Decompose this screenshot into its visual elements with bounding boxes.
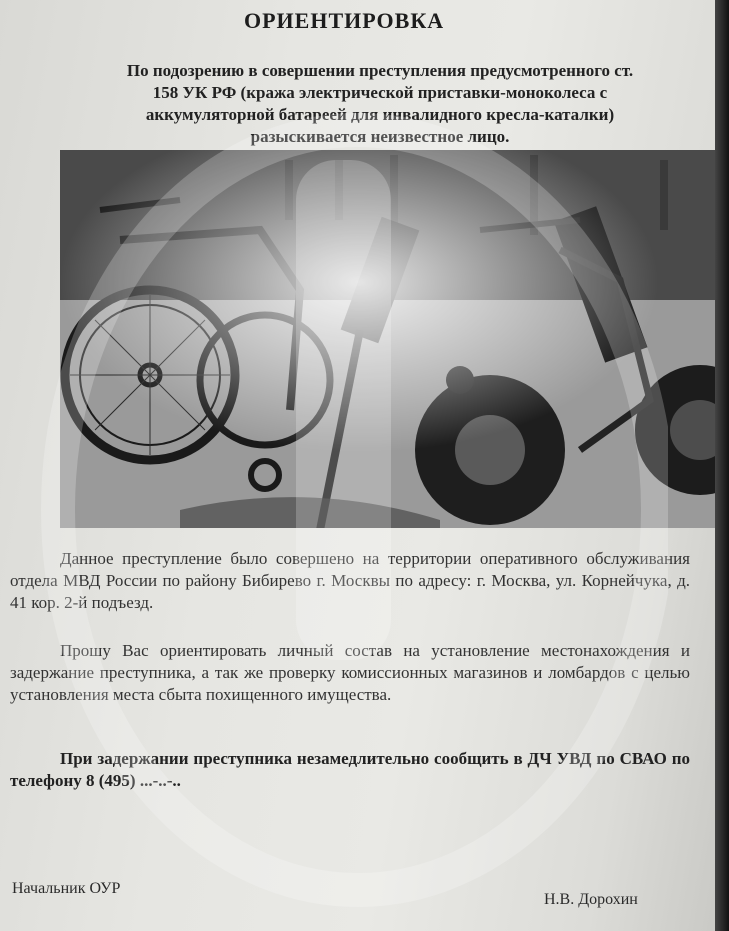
subtitle-line: аккумуляторной батареей для инвалидного кресла-каталки) [145,105,615,124]
paragraph-text: Данное преступление было совершено на территории оперативного обслуживания отдела МВД России по району Бибирево г. Москвы по адресу: г. Москва, ул. Корнейчука, д. 41 кор. 2-й подъезд. [10,549,690,612]
subtitle-line: 158 УК РФ (кража электрической приставки-моноколеса с [152,83,608,102]
paragraph-contact [10,748,690,792]
signature-name: Н.В. Дорохин [544,891,638,908]
paragraph-text: Прошу Вас ориентировать личный состав на установление местонахождения и задержание преступника, а так же проверку комиссионных магазинов и ломбардов с целью установления места сбыта похищенного имущества. [10,641,690,704]
signature-title: Начальник ОУР [12,880,121,897]
page-edge-shadow [715,0,729,931]
paragraph-crime-location [10,548,690,614]
paragraph-text: При задержании преступника незамедлительно сообщить в ДЧ УВД по СВАО по телефону 8 (495) ...-..-.. [10,749,690,790]
suspect-photo [60,150,725,528]
wheelchair-photo-image [60,150,725,528]
document-title: ОРИЕНТИРОВКА [244,8,445,33]
document-subtitle [60,60,700,148]
paragraph-request [10,640,690,706]
subtitle-line: По подозрению в совершении преступления предусмотренного ст. [126,61,634,80]
subtitle-line: разыскивается неизвестное лицо. [250,127,510,146]
